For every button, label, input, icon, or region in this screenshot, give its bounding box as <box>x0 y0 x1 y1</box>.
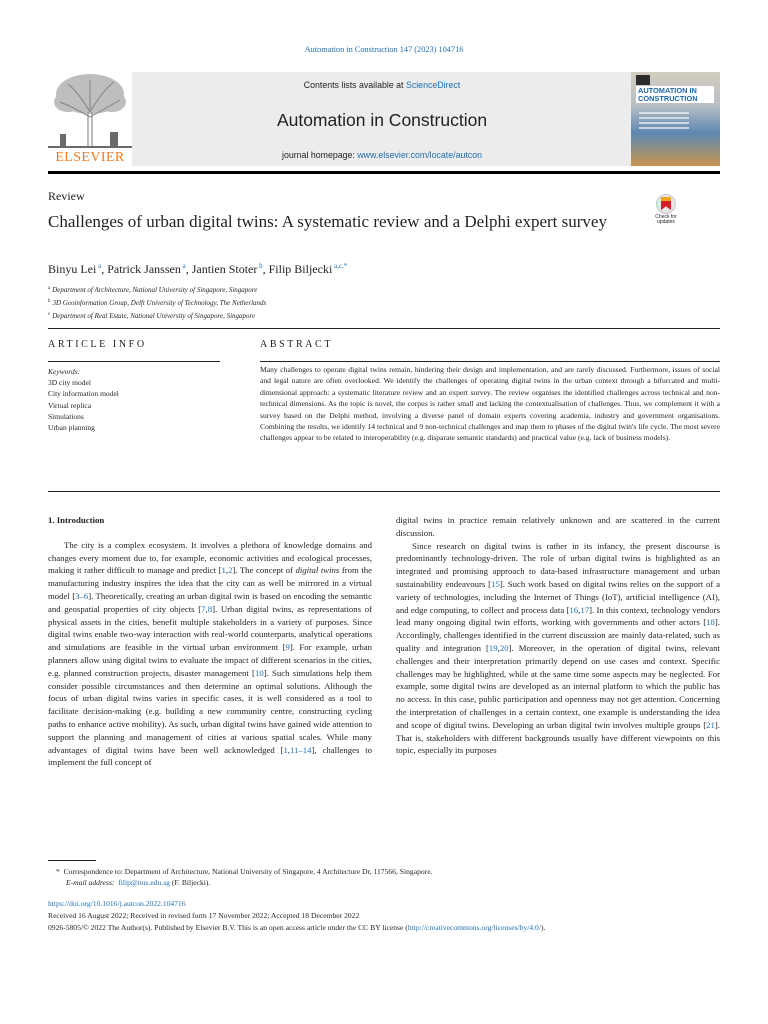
contents-prefix: Contents lists available at <box>303 80 406 90</box>
reference-link[interactable]: 8 <box>207 603 213 614</box>
body-text: ]. For example, urban planners allow using digital twins to evaluate the impact of different scenarios in the cities, e.g. planned construction projects, disaster management [ <box>48 642 372 678</box>
article-type: Review <box>48 189 85 203</box>
journal-masthead <box>48 72 720 172</box>
body-text: , <box>287 744 290 755</box>
body-text: digital twins in practice remain relatively unknown and are scattered in the current discussion. <box>396 515 720 538</box>
email-label: E-mail address: <box>66 878 115 887</box>
reference-link[interactable]: 3–6 <box>75 590 89 601</box>
keyword: Simulations <box>48 411 84 421</box>
keyword-list <box>48 377 119 433</box>
abstract-rule <box>260 361 720 362</box>
body-text: , <box>497 642 500 653</box>
reference-link[interactable]: 1 <box>221 565 226 576</box>
contents-available-line <box>132 80 632 90</box>
body-paragraph <box>48 539 372 769</box>
body-text: ]. Such work based on digital twins relies on the support of a variety of technologies, including the Internet of Things (IoT), artificial intelligence (AI), and edge computing, to collect and process data [ <box>396 578 720 615</box>
reference-link[interactable]: 10 <box>254 667 264 678</box>
keyword: 3D city model <box>48 378 91 388</box>
masthead-center <box>132 72 632 166</box>
reference-link[interactable]: 1 <box>283 744 288 755</box>
sciencedirect-link[interactable]: ScienceDirect <box>405 80 461 90</box>
license-suffix: ). <box>540 923 546 932</box>
reference-link[interactable]: 7 <box>201 603 206 614</box>
reference-link[interactable]: 2 <box>228 565 233 576</box>
author-affiliation-mark[interactable]: a <box>180 262 186 270</box>
author-separator: , <box>101 262 108 276</box>
article-info-heading: ARTICLE INFO <box>48 339 147 350</box>
abstract-bottom-rule <box>48 491 720 492</box>
author-list <box>48 262 347 277</box>
affiliation-text: Department of Architecture, National University of Singapore, Singapore <box>52 286 258 294</box>
abstract-text: Many challenges to operate digital twins remain, hindering their design and implementation, and are rarely discussed. Furthermore, issues of social and legal nature are often overlooked. We identify the challenges of operating digital twins in the urban context through a bifurcated and multi-dimensional approach: a systematic literature review and an expert survey. The review organises the identified challenges across technical and non-technical dimensions. As the topic is novel, the corpus is rather small and lacking the contextualisation of challenges. Thus, we complement it with a survey based on the Delphi method, involving a diverse panel of domain experts covering academia, industry and government organisations. Combining the results, we identify 14 technical and 9 non-technical challenges and map them to phases of the digital twin's life cycle. The most severe challenges appear to be related to interoperability (e.g. disparate semantic standards) and practical value (e.g. lack of business models). <box>260 365 720 443</box>
body-text: Since research on digital twins is rather in its infancy, the present discourse is predominantly technology-driven. The role of urban digital twins is highlighted as an integrated and promising approach to data-based infrastructure management and urban sustainability endeavours [ <box>396 540 720 589</box>
body-text: ]. The concept of <box>232 565 296 576</box>
affiliation-mark: b <box>48 299 51 305</box>
abstract-heading: ABSTRACT <box>260 339 334 350</box>
author-separator: , <box>262 262 269 276</box>
reference-link[interactable]: 20 <box>499 642 509 653</box>
email-line <box>66 878 210 887</box>
author-name[interactable]: Filip Biljecki <box>268 262 333 276</box>
keyword: Virtual replica <box>48 400 92 410</box>
journal-cover[interactable] <box>631 72 720 166</box>
author-affiliation-mark[interactable]: a,c,* <box>332 262 348 270</box>
body-paragraph <box>396 540 720 758</box>
author-name[interactable]: Binyu Lei <box>48 262 97 276</box>
body-text: ]. Such simulations help them consider possible circumstances and then determine an optimal solutions. Although the focus of urban digital twins varies in specific cases, it is well considered as a tool to facilitate decision-making (e.g. building a new community centre, constructing cycling paths to enhance active mobility). As such, urban digital twins have gained wide attention to support the planning and management of cities at various spatial scales. While many advantages of digital twins have been well acknowledged [ <box>48 667 372 755</box>
masthead-rule <box>48 171 720 174</box>
body-paragraph <box>396 514 720 540</box>
reference-link[interactable]: 17 <box>580 604 590 615</box>
affiliation-mark: c <box>48 312 51 318</box>
article-info-rule <box>48 361 220 362</box>
tree-icon <box>48 72 132 150</box>
affiliation-text: Department of Real Estate, National University of Singapore, Singapore <box>52 312 256 321</box>
cover-publisher-logo <box>636 75 650 85</box>
homepage-prefix: journal homepage: <box>281 150 358 160</box>
check-updates-label: Check for updates <box>655 214 677 226</box>
author-name[interactable]: Jantien Stoter <box>191 262 258 276</box>
email-link[interactable]: filip@nus.edu.sg <box>118 878 170 887</box>
homepage-link[interactable]: www.elsevier.com/locate/autcon <box>357 150 482 160</box>
correspondence-text: Correspondence to: Department of Architecture, National University of Singapore, 4 Architecture Dr, 117566, Singapore. <box>63 867 433 876</box>
footnote-rule <box>48 860 96 861</box>
reference-link[interactable]: 16 <box>569 604 579 615</box>
footnote-mark: * <box>56 867 60 876</box>
received-dates: Received 16 August 2022; Received in revised form 17 November 2022; Accepted 18 December 2022 <box>48 911 360 920</box>
reference-link[interactable]: 19 <box>488 642 498 653</box>
author-separator: , <box>185 262 192 276</box>
affiliations <box>48 283 266 323</box>
elsevier-wordmark[interactable]: ELSEVIER <box>55 150 125 165</box>
affiliation-text: 3D Geoinformation Group, Delft University of Technology, The Netherlands <box>52 299 267 308</box>
introduction-heading: 1. Introduction <box>48 515 105 525</box>
body-text: , <box>205 603 208 614</box>
email-suffix: (F. Biljecki). <box>171 878 211 887</box>
reference-link[interactable]: 9 <box>285 642 290 653</box>
bookmark-icon-top <box>661 197 671 201</box>
affiliation-item <box>48 309 266 322</box>
article-title: Challenges of urban digital twins: A systematic review and a Delphi expert survey <box>48 212 607 231</box>
body-text: ]. Theoretically, creating an urban digital twin is based on encoding the semantic and geospatial properties of city objects [ <box>48 590 372 614</box>
correspondence-footnote <box>56 866 432 878</box>
author-affiliation-mark[interactable]: b <box>257 262 263 270</box>
keywords-block <box>48 366 119 433</box>
reference-link[interactable]: 18 <box>706 617 715 628</box>
license-prefix: 0926-5805/© 2022 The Author(s). Published by Elsevier B.V. This is an open access article under the CC BY license ( <box>48 923 408 932</box>
reference-link[interactable]: 21 <box>706 719 715 730</box>
body-text: ]. Moreover, in the operation of digital twins, relevant challenges and their interpretation primarily depend on use cases and context. Specific challenges may be highlighted, while at the same time some aspects may be neglected. For example, some digital twins are developed as an internal platform to which the public has no access. In this case, public participation and openness may not get attention. Concerning the interpretation of challenges in a certain context, one example is understanding the idea and scope of digital twins. Developing an urban digital twin involves multiple groups [ <box>396 642 720 730</box>
body-text: ]. In this context, technology vendors lead many ongoing digital twin efforts, working with governments and other actors [ <box>396 604 720 628</box>
section-divider <box>48 328 720 329</box>
body-text: ], challenges to implement the full concept of <box>48 744 372 768</box>
body-text: ]. Urban digital twins, as representations of physical assets in the cities, benefit multiple stakeholders in a variety of purposes. Since digital twins enable two-way interaction with real-world counterparts, analytical operations and simulations are feasible in the virtual urban environment [ <box>48 603 372 653</box>
affiliation-item <box>48 283 266 296</box>
keyword: City information model <box>48 389 119 399</box>
emphasis-text: digital twins <box>295 565 340 576</box>
body-text: ]. That is, stakeholders with different backgrounds usually have different viewpoints on this topic, especially its purposes <box>396 719 720 756</box>
citation-link[interactable]: Automation in Construction 147 (2023) 104716 <box>304 45 464 54</box>
journal-citation[interactable] <box>0 45 768 54</box>
elsevier-tree-logo <box>48 72 132 166</box>
homepage-line <box>132 150 632 160</box>
license-link[interactable]: http://creativecommons.org/licenses/by/4.0/ <box>407 923 541 932</box>
keyword: Urban planning <box>48 423 95 433</box>
author-affiliation-mark[interactable]: a <box>96 262 102 270</box>
doi-line[interactable] <box>48 899 186 908</box>
body-column-right <box>396 514 720 757</box>
reference-link[interactable]: 11–14 <box>290 744 312 755</box>
reference-link[interactable]: 15 <box>491 578 500 589</box>
body-text: from the manufacturing industry inspires the idea that the city can as well be mirrored in a virtual model [ <box>48 565 373 601</box>
cover-decoration <box>639 112 689 132</box>
body-text: , <box>225 565 229 576</box>
cover-title: AUTOMATION IN CONSTRUCTION <box>636 86 714 103</box>
body-text: ]. Accordingly, challenges identified in the current discussion are mainly data-related, such as quality and integration [ <box>396 617 720 653</box>
journal-title: Automation in Construction <box>276 110 488 130</box>
license-line <box>48 923 545 932</box>
body-text: The city is a complex ecosystem. It involves a plethora of knowledge domains and changes every moment due to, for example, economic activities and ecological processes, making it rather difficult to manage and predict [ <box>48 539 372 576</box>
affiliation-item <box>48 296 266 309</box>
body-text: , <box>578 604 581 615</box>
body-column-left <box>48 514 372 769</box>
author-name[interactable]: Patrick Janssen <box>107 262 181 276</box>
keywords-label: Keywords: <box>48 367 81 376</box>
affiliation-mark: a <box>48 286 51 291</box>
check-for-updates-button[interactable] <box>648 194 684 230</box>
doi-link[interactable]: https://doi.org/10.1016/j.autcon.2022.104716 <box>48 899 186 908</box>
